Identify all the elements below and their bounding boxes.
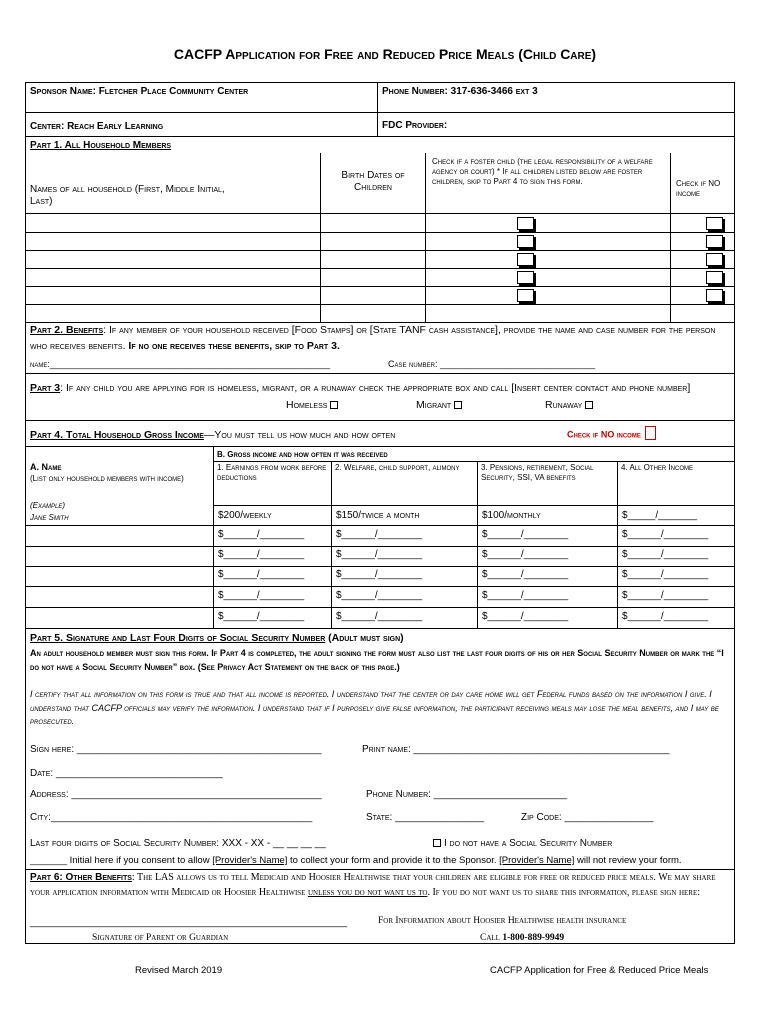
divider (25, 213, 735, 214)
city-input[interactable]: City:_______________________________________________ (30, 812, 313, 823)
sponsor-value: Fletcher Place Community Center (98, 86, 249, 97)
state-input[interactable]: State: ________________ (366, 812, 485, 823)
runaway-checkbox[interactable] (585, 401, 593, 409)
pensions-input[interactable]: $______/________ (482, 549, 569, 560)
certification-statement: I certify that all information on this form is true and that all income is reported. I understand that the center or day care home will get Federal funds based on the information I give. I understand that CACFP officials may verify the information. I understand that if I purposely give false information, the participant receiving meals may lose the meal benefits, and I may be prosecuted. (30, 689, 719, 726)
part4-no-income-label: Check if NO income (567, 429, 641, 440)
earnings-input[interactable]: $______/________ (218, 549, 305, 560)
ssn-input[interactable]: Last four digits of Social Security Number: XXX - XX - __ __ __ __ (30, 838, 326, 849)
earnings-input[interactable]: $______/________ (218, 569, 305, 580)
table-row (25, 607, 735, 608)
consent-initial-text: _______ Initial here if you consent to allow (30, 855, 213, 866)
consent-middle-text: to collect your form and provide it to the Sponsor. (287, 855, 500, 866)
welfare-input[interactable]: $______/________ (336, 569, 423, 580)
pensions-column-header: 3. Pensions, retirement, Social Security, SSI, VA benefits (481, 463, 594, 482)
homeless-option[interactable] (286, 399, 338, 411)
divider (25, 373, 735, 374)
migrant-option[interactable] (416, 399, 462, 411)
no-income-checkbox[interactable] (706, 289, 723, 302)
no-ssn-option[interactable] (433, 838, 612, 850)
other-income-input[interactable]: $______/________ (622, 569, 709, 580)
foster-column-header: Check if a foster child (the legal responsibility of a welfare agency or court) * If all children listed below are foster children, skip to Part 4 to sign this form. (432, 157, 653, 186)
no-income-checkbox[interactable] (645, 426, 656, 440)
part2-case-number-input[interactable]: Case number: _______________________________ (388, 359, 596, 369)
part3-heading: Part 3 (30, 382, 61, 394)
divider (213, 446, 214, 628)
revision-date: Revised March 2019 (135, 965, 223, 976)
part3-instructions: : If any child you are applying for is homeless, migrant, or a runaway check the appropriate box and call [Insert center contact and phone number] (60, 382, 691, 394)
part4-income-header: B. Gross income and how often it was received (217, 450, 388, 459)
divider (213, 461, 735, 462)
example-pensions: $100/monthly (482, 510, 541, 521)
divider (25, 420, 735, 421)
pensions-input[interactable]: $______/________ (482, 529, 569, 540)
consent-end-text: will not review your form. (574, 855, 682, 866)
divider (320, 153, 321, 323)
part6-opt-out-text: unless you do not want us to (307, 886, 428, 898)
fdc-label: FDC Provider: (382, 120, 448, 131)
runaway-label: Runaway (545, 399, 583, 411)
parent-signature-label: Signature of Parent or Guardian (92, 933, 229, 943)
part5-heading: Part 5. Signature and Last Four Digits of Social Security Number (30, 632, 326, 644)
welfare-input[interactable]: $______/________ (336, 529, 423, 540)
provider-name-placeholder: [Provider's Name] (499, 855, 575, 866)
call-number: 1-800-889-9949 (502, 933, 565, 943)
divider (425, 153, 426, 323)
part6-heading: Part 6: Other Benefits (30, 872, 132, 883)
part4-heading: Part 4. Total Household Gross Income (30, 429, 204, 441)
welfare-input[interactable]: $______/________ (336, 611, 423, 622)
table-row (25, 286, 735, 287)
call-label: Call (480, 933, 503, 943)
other-income-input[interactable]: $______/________ (622, 529, 709, 540)
table-row (25, 250, 735, 251)
birth-dates-column-header: Birth Dates of Children (341, 170, 405, 193)
part4-name-subheader: (List only household members with income) (30, 474, 184, 483)
welfare-input[interactable]: $______/________ (336, 549, 423, 560)
table-row (25, 232, 735, 233)
other-income-input[interactable]: $______/________ (622, 549, 709, 560)
earnings-input[interactable]: $______/________ (218, 611, 305, 622)
example-label: (Example) (30, 501, 66, 510)
foster-checkbox[interactable] (517, 289, 534, 302)
part2-instructions: : If any member of your household received [Food Stamps] or [State TANF cash assistance], provide the name and case number for the person who receives benefits. (30, 324, 716, 352)
divider (331, 461, 332, 628)
print-name-input[interactable]: Print name: ______________________________________________ (362, 744, 670, 755)
table-row (25, 268, 735, 269)
provider-name-placeholder: [Provider's Name] (212, 855, 288, 866)
divider (25, 628, 735, 629)
page-title: CACFP Application for Free and Reduced Price Meals (Child Care) (173, 46, 597, 62)
no-income-checkbox[interactable] (706, 271, 723, 284)
sponsor-field[interactable] (30, 86, 248, 98)
part2-text (30, 323, 730, 355)
no-income-column-header: Check if NO income (676, 179, 721, 198)
part6-instructions-end: . If you do not want us to share this information, please sign here: (427, 886, 700, 898)
names-column-header: Names of all household (First, Middle Initial, Last) (30, 184, 225, 207)
part2-heading: Part 2. Benefits (30, 324, 104, 336)
part1-heading: Part 1. All Household Members (30, 140, 172, 151)
pensions-input[interactable]: $______/________ (482, 611, 569, 622)
example-earnings: $200/weekly (218, 510, 272, 521)
phone-label: Phone Number: (382, 86, 448, 97)
sponsor-label: Sponsor Name: (30, 86, 96, 97)
no-ssn-checkbox[interactable] (433, 839, 441, 847)
migrant-label: Migrant (416, 399, 452, 411)
pensions-input[interactable]: $______/________ (482, 569, 569, 580)
earnings-input[interactable]: $______/________ (218, 529, 305, 540)
welfare-input[interactable]: $______/________ (336, 590, 423, 601)
part5-heading-line (30, 632, 404, 644)
no-ssn-label: I do not have a Social Security Number (444, 838, 613, 849)
divider (25, 446, 735, 447)
no-income-checkbox[interactable] (706, 235, 723, 248)
sign-here-input[interactable]: Sign here: ____________________________________________ (30, 744, 322, 755)
part4-heading-line (30, 429, 395, 441)
center-field[interactable] (30, 121, 163, 133)
other-income-column-header: 4. All Other Income (621, 463, 694, 472)
part2-name-input[interactable]: name:________________________________________________________ (30, 359, 331, 369)
table-row (25, 546, 735, 547)
divider (25, 112, 735, 113)
healthwise-phone (480, 933, 564, 944)
part4-name-header: A. Name (30, 462, 62, 472)
no-income-checkbox[interactable] (706, 253, 723, 266)
table-row (25, 525, 735, 526)
foster-checkbox[interactable] (517, 235, 534, 248)
part2-skip-note: If no one receives these benefits, skip to Part 3. (125, 339, 340, 352)
address-input[interactable]: Address: _____________________________________________ (30, 789, 322, 800)
table-row (25, 304, 735, 305)
example-other: $_____/_______ (622, 510, 698, 521)
foster-checkbox[interactable] (517, 217, 534, 230)
migrant-checkbox[interactable] (454, 401, 462, 409)
homeless-checkbox[interactable] (330, 401, 338, 409)
divider (670, 153, 671, 323)
divider (213, 505, 735, 506)
divider (617, 461, 618, 628)
example-name: Jane Smith (30, 513, 69, 522)
divider (25, 136, 735, 137)
phone-field[interactable] (382, 86, 538, 98)
homeless-label: Homeless (286, 399, 328, 411)
part4-subheading: —You must tell us how much and how often (203, 429, 396, 441)
other-income-input[interactable]: $______/________ (622, 611, 709, 622)
example-welfare: $150/twice a month (336, 510, 420, 521)
no-income-checkbox[interactable] (706, 217, 723, 230)
table-row (25, 566, 735, 567)
part5-instructions: An adult household member must sign this form. If Part 4 is completed, the adult signing the form must also list the last four digits of his or her Social Security Number or mark the “I do not have a Social Security Number” box. (See Privacy Act Statement on the back of this page.) (30, 648, 724, 672)
date-input[interactable]: Date: ______________________________ (30, 768, 223, 779)
foster-checkbox[interactable] (517, 271, 534, 284)
welfare-column-header: 2. Welfare, child support, alimony (335, 463, 460, 472)
phone-value: 317-636-3466 ext 3 (450, 86, 538, 97)
phone-number-input[interactable]: Phone Number: ________________________ (366, 789, 568, 800)
part4-no-income-option[interactable] (567, 426, 656, 440)
runaway-option[interactable] (545, 399, 593, 411)
footer-title: CACFP Application for Free & Reduced Price Meals (490, 965, 709, 976)
part6-instructions: : The LAS allows us to tell Medicaid and Hoosier Healthwise that your children are eligible for free or reduced price meals. We may share your application information with Medicaid or Hoosier Healthwise (30, 872, 716, 898)
part3-text (30, 380, 730, 396)
healthwise-info: For Information about Hoosier Healthwise health insurance (378, 916, 627, 926)
consent-line[interactable] (30, 856, 682, 867)
foster-checkbox[interactable] (517, 253, 534, 266)
divider (25, 869, 735, 870)
part6-text (30, 871, 730, 900)
other-income-input[interactable]: $______/________ (622, 590, 709, 601)
divider (477, 461, 478, 628)
parent-signature-input[interactable]: _________________________________________________________ (30, 917, 348, 928)
table-row (25, 586, 735, 587)
center-value: Reach Early Learning (67, 121, 164, 132)
earnings-column-header: 1. Earnings from work before deductions (217, 463, 327, 482)
pensions-input[interactable]: $______/________ (482, 590, 569, 601)
part5-subheading: (Adult must sign) (325, 632, 404, 644)
center-label: Center: (30, 121, 65, 132)
earnings-input[interactable]: $______/________ (218, 590, 305, 601)
divider (377, 82, 378, 136)
fdc-field[interactable] (382, 120, 447, 132)
zip-code-input[interactable]: Zip Code: ________________ (521, 812, 654, 823)
